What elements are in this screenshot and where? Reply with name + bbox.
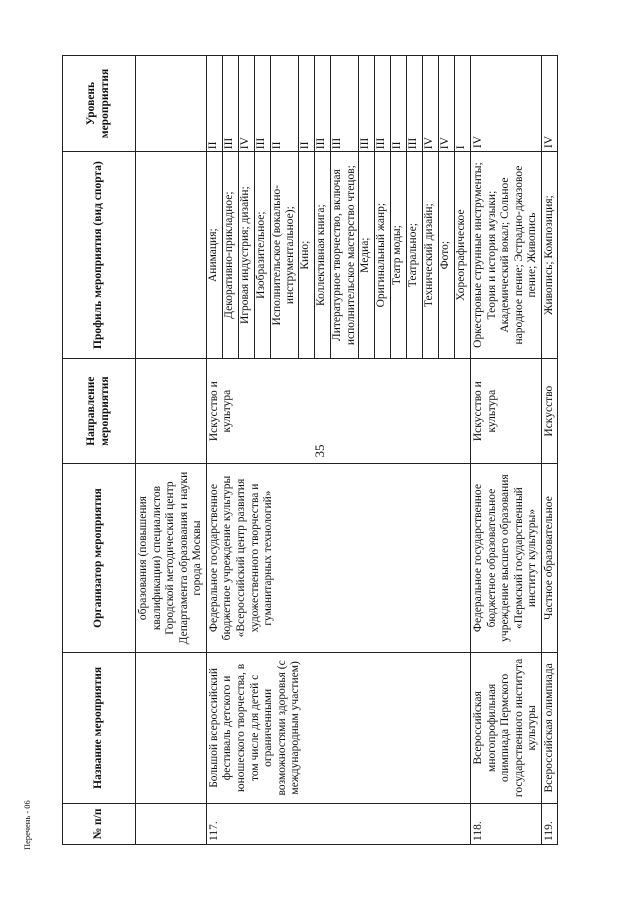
profile-row: [439, 56, 455, 358]
profile-level: III: [254, 56, 270, 152]
name-cell: Всероссийская многопрофильная олимпиада Пермского государственного института культуры: [471, 652, 542, 803]
profile-name: Литературное творчество, включая исполнительское мастерство чтецов;: [330, 152, 358, 358]
header-row: [63, 56, 136, 845]
profile-row: [270, 56, 298, 358]
profile-level: III: [314, 56, 330, 152]
header-num: № п/п: [63, 803, 136, 844]
profile-level-cell: [206, 56, 470, 359]
profile-row: [207, 56, 223, 358]
header-organizer: Организатор мероприятия: [63, 464, 136, 653]
num-cell: 118.: [471, 803, 542, 844]
profile-name: Игровая индустрия; дизайн;: [238, 152, 254, 358]
profile-name: Анимация;: [207, 152, 223, 358]
profile-name: Изобразительное;: [254, 152, 270, 358]
profile-level: II: [391, 56, 407, 152]
profile-level: IV: [439, 56, 455, 152]
profile-level: III: [222, 56, 238, 152]
profile-row: [254, 56, 270, 358]
profile-cell: Оркестровые струнные инструменты; Теория и история музыки; Академический вокал; Сольное народное пение; Эстрадно-джазовое пение; Живопись: [471, 152, 542, 359]
profile-level: III: [330, 56, 358, 152]
profile-level: II: [270, 56, 298, 152]
profile-name: Кино;: [298, 152, 314, 358]
header-level: Уровень мероприятия: [63, 56, 136, 152]
profile-level: IV: [423, 56, 439, 152]
footer-note: Перечень - 06: [22, 800, 32, 850]
profile-cell: Живопись; Композиция;: [541, 152, 558, 359]
profile-row: [455, 56, 471, 358]
profile-row: [423, 56, 439, 358]
header-direction: Направление мероприятия: [63, 359, 136, 464]
profile-row: [375, 56, 391, 358]
header-profile: Профиль мероприятия (вид спорта): [63, 152, 136, 359]
profile-row: [391, 56, 407, 358]
level-cell: IV: [541, 56, 558, 152]
organizer-cell: Федеральное государственное бюджетное образовательное учреждение высшего образования «Пермский государственный институт культуры»: [471, 464, 542, 653]
profile-name: Технический дизайн;: [423, 152, 439, 358]
profile-row: [359, 56, 375, 358]
num-cell: 117.: [206, 803, 470, 844]
profile-level: III: [375, 56, 391, 152]
profile-name: Театральное;: [407, 152, 423, 358]
organizer-cell: Частное образовательное: [541, 464, 558, 653]
profile-name: Исполнительское (вокально-инструментальное);: [270, 152, 298, 358]
profile-list: [207, 56, 470, 358]
profile-row: [298, 56, 314, 358]
profile-row: [222, 56, 238, 358]
page-number: 35: [312, 444, 327, 458]
profile-level: IV: [238, 56, 254, 152]
num-cell: 119.: [541, 803, 558, 844]
organizer-cell: образования (повышения квалификации) специалистов Городской методический центр Департамента образования и науки города Москвы: [136, 464, 207, 653]
table-row-119: [541, 56, 558, 845]
header-name: Название мероприятия: [63, 652, 136, 803]
profile-level: II: [207, 56, 223, 152]
profile-level: II: [298, 56, 314, 152]
profile-row: [238, 56, 254, 358]
direction-cell: Искусство и культура: [471, 359, 542, 464]
profile-name: Коллективная книга;: [314, 152, 330, 358]
events-table: [62, 55, 558, 845]
rotated-page: [62, 55, 555, 845]
profile-name: Хореографическое: [455, 152, 471, 358]
profile-level: I: [455, 145, 468, 150]
profile-level: III: [407, 56, 423, 152]
level-cell: IV: [471, 56, 542, 152]
direction-cell: Искусство и культура: [206, 359, 470, 464]
profile-row: [314, 56, 330, 358]
profile-name: Театр моды;: [391, 152, 407, 358]
table-row-117: [206, 56, 470, 845]
table-row-118: [471, 56, 542, 845]
direction-cell: Искусство: [541, 359, 558, 464]
profile-name: Фото;: [439, 152, 455, 358]
profile-name: Декоративно-прикладное;: [222, 152, 238, 358]
profile-name: Медиа;: [359, 152, 375, 358]
table-row-continued: [136, 56, 207, 845]
profile-row: [407, 56, 423, 358]
name-cell: Большой всероссийский фестиваль детского и юношеского творчества, в том числе для детей с ограниченными возможностями здоровья (с международным участием): [206, 652, 470, 803]
profile-name: Оригинальный жанр;: [375, 152, 391, 358]
name-cell: Всероссийская олимпиада: [541, 652, 558, 803]
profile-level: III: [359, 56, 375, 152]
profile-row: [330, 56, 358, 358]
organizer-cell: Федеральное государственное бюджетное учреждение культуры «Всероссийский центр развития художественного творчества и гуманитарных технологий»: [206, 464, 470, 653]
